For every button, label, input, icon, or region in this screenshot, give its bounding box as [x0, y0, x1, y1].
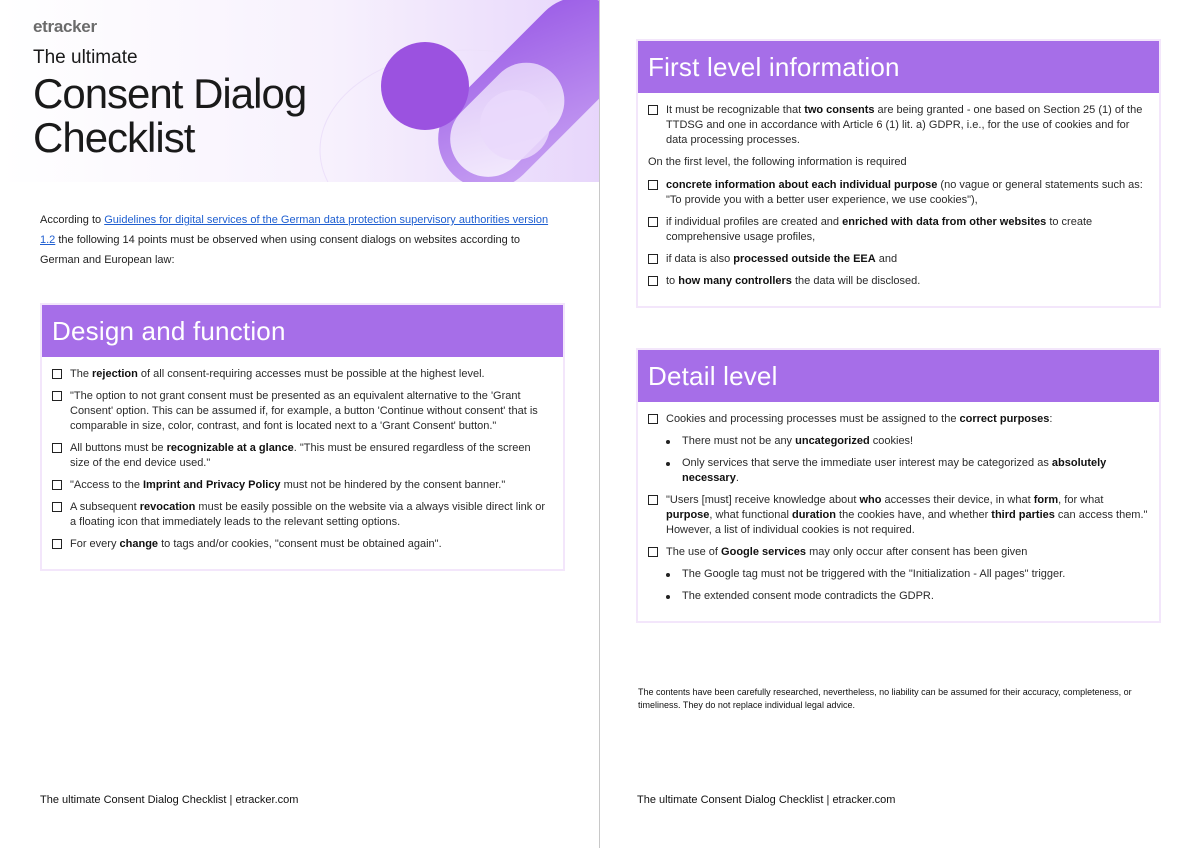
item-text: must be easily possible on the website via a always visible direct link or a floating icon that immediately leads to the relevant setting options. [70, 501, 546, 528]
item-text: accesses their device, in what [881, 494, 1034, 506]
item-text: , what functional [709, 509, 792, 521]
item-emphasis: Imprint and Privacy Policy [143, 479, 281, 491]
checkbox[interactable] [648, 547, 658, 557]
section-heading: Design and function [42, 305, 563, 357]
design-function-section [40, 303, 565, 571]
item-text: of all consent-requiring accesses must be possible at the highest level. [137, 368, 485, 380]
page-title: Consent Dialog Checklist [33, 70, 307, 161]
checkbox[interactable] [52, 502, 62, 512]
first-level-section [636, 39, 1161, 308]
checklist-item [52, 441, 553, 471]
item-emphasis: how many controllers [678, 275, 792, 287]
item-emphasis: third parties [991, 509, 1055, 521]
item-emphasis: concrete information about each individual purpose [666, 179, 938, 191]
checklist-item [648, 274, 1149, 289]
item-text: cookies! [869, 435, 914, 447]
item-text: It must be recognizable that [666, 104, 805, 116]
item-emphasis: rejection [92, 368, 138, 380]
item-text: There must not be any [682, 435, 796, 447]
page-subtitle: The ultimate [33, 47, 138, 68]
checklist-item [52, 367, 553, 382]
bullet-dot [666, 440, 670, 444]
checklist-item [648, 493, 1149, 538]
checklist-item [52, 478, 553, 493]
guidelines-link[interactable]: Guidelines for digital services of the German data protection supervisory authorities version 1.2 [40, 214, 549, 246]
bullet-dot [666, 462, 670, 466]
checkbox[interactable] [52, 443, 62, 453]
item-text: , for what [1058, 494, 1104, 506]
checkbox[interactable] [52, 369, 62, 379]
checklist-item [648, 178, 1149, 208]
checkbox[interactable] [648, 105, 658, 115]
checklist-item [52, 500, 553, 530]
section-heading: Detail level [638, 350, 1159, 402]
intro-paragraph [40, 210, 560, 270]
item-text: The [70, 368, 93, 380]
item-emphasis: recognizable at a glance [166, 442, 294, 454]
item-text: "The option to not grant consent must be presented as an equivalent alternative to the 'Grant Consent' option. This can be assumed if, for example, a button 'Continue without consent' that is comparable in size, color, contrast, and font is located next to a 'Grant Consent' button." [70, 390, 538, 432]
checklist-item [52, 537, 553, 552]
item-text: The use of [666, 546, 722, 558]
checklist-item [648, 215, 1149, 245]
checklist-item [648, 412, 1149, 427]
item-text: must not be hindered by the consent banner." [280, 479, 506, 491]
item-emphasis: revocation [139, 501, 196, 513]
bullet-dot [666, 595, 670, 599]
item-emphasis: correct purposes [959, 413, 1050, 425]
item-emphasis: who [859, 494, 882, 506]
checkbox[interactable] [52, 391, 62, 401]
item-emphasis: purpose [666, 509, 710, 521]
item-emphasis: form [1033, 494, 1059, 506]
item-emphasis: uncategorized [795, 435, 870, 447]
item-text: can access them." However, a list of individual cookies is not required. [666, 509, 1148, 536]
checkbox[interactable] [648, 217, 658, 227]
bullet-dot [666, 573, 670, 577]
right-page [601, 0, 1200, 848]
detail-level-section [636, 348, 1161, 623]
item-text: and [875, 253, 898, 265]
item-text: "Access to the [70, 479, 143, 491]
item-text: "Users [must] receive knowledge about [666, 494, 860, 506]
item-text: the cookies have, and whether [835, 509, 992, 521]
disclaimer: The contents have been carefully researched, nevertheless, no liability can be assumed for their accuracy, completeness, or timeliness. They do not replace individual legal advice. [638, 687, 1132, 710]
checklist-item [648, 545, 1149, 560]
checklist-item [648, 103, 1149, 148]
item-text: The Google tag must not be triggered with the "Initialization - All pages" trigger. [682, 568, 1066, 580]
item-text: the data will be disclosed. [791, 275, 921, 287]
item-text: if data is also [666, 253, 734, 265]
item-emphasis: processed outside the EEA [733, 253, 876, 265]
item-text: to [666, 275, 679, 287]
section-note: On the first level, the following information is required [648, 156, 907, 168]
checkbox[interactable] [648, 180, 658, 190]
item-emphasis: enriched with data from other websites [842, 216, 1047, 228]
item-text: . "This must be ensured regardless of the screen size of the end device used." [70, 442, 531, 469]
item-emphasis: Google services [721, 546, 807, 558]
item-text: are being granted - one based on Section 25 (1) of the TTDSG and one in accordance with Article 6 (1) lit. a) GDPR, i.e., for the use of cookies and for data processing processes. [666, 104, 1143, 146]
bullet-item [648, 567, 1149, 582]
item-text: Only services that serve the immediate user interest may be categorized as [682, 457, 1052, 469]
item-emphasis: two consents [804, 104, 875, 116]
brand-logo: etracker [33, 17, 97, 36]
item-text: For every [70, 538, 120, 550]
checkbox[interactable] [648, 276, 658, 286]
item-text: . [735, 472, 739, 484]
item-emphasis: change [119, 538, 159, 550]
checkbox[interactable] [648, 414, 658, 424]
bullet-item [648, 434, 1149, 449]
page-footer: The ultimate Consent Dialog Checklist | etracker.com [40, 794, 299, 806]
item-text: may only occur after consent has been given [806, 546, 1028, 558]
checkbox[interactable] [52, 480, 62, 490]
item-text: to create comprehensive usage profiles, [666, 216, 1093, 243]
item-text: if individual profiles are created and [666, 216, 843, 228]
intro-suffix: the following 14 points must be observed when using consent dialogs on websites according to German and European law: [40, 234, 521, 266]
item-text: (no vague or general statements such as: "To provide you with a better user experience, we use cookies"), [666, 179, 1143, 206]
checkbox[interactable] [52, 539, 62, 549]
item-text: to tags and/or cookies, "consent must be obtained again". [158, 538, 442, 550]
checkbox[interactable] [648, 495, 658, 505]
item-text: A subsequent [70, 501, 140, 513]
checklist-item [648, 252, 1149, 267]
bullet-item [648, 589, 1149, 604]
item-text: All buttons must be [70, 442, 167, 454]
item-text: The extended consent mode contradicts the GDPR. [682, 590, 934, 602]
checkbox[interactable] [648, 254, 658, 264]
item-text: : [1049, 413, 1053, 425]
bullet-item [648, 456, 1149, 486]
item-text: Cookies and processing processes must be assigned to the [666, 413, 960, 425]
checklist-item [52, 389, 553, 434]
intro-prefix: According to [40, 214, 105, 226]
item-emphasis: absolutely necessary [682, 457, 1107, 484]
section-heading: First level information [638, 41, 1159, 93]
page-footer: The ultimate Consent Dialog Checklist | etracker.com [637, 794, 896, 806]
item-emphasis: duration [791, 509, 836, 521]
